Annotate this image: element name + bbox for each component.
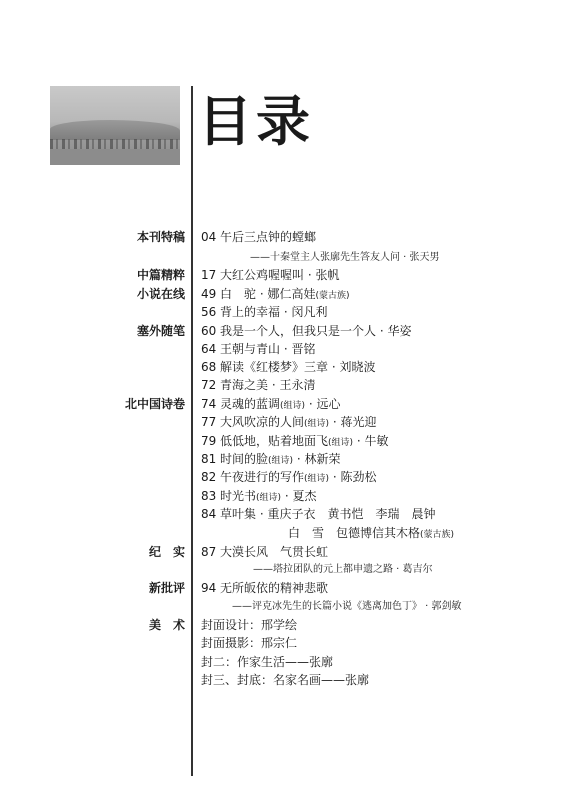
entry-title: 背上的幸福 · 闵凡利: [220, 305, 328, 319]
page-number: 77: [201, 415, 217, 429]
entry-title: 无所皈依的精神悲歌: [220, 581, 329, 595]
page-number: 49: [201, 287, 217, 301]
section-label: 小说在线: [136, 287, 185, 301]
toc-entry[interactable]: [201, 413, 377, 430]
toc-entry[interactable]: [201, 322, 411, 339]
art-credit: 封二：作家生活——张廓: [201, 655, 334, 669]
page-number: 68: [201, 360, 217, 374]
art-credit: 封三、封底：名家名画——张廓: [201, 673, 370, 687]
landscape-photo: [50, 86, 180, 165]
section-label: 中篇精粹: [136, 268, 185, 282]
toc-entry[interactable]: [201, 358, 375, 375]
page-number: 84: [201, 507, 217, 521]
entry-title: 低低地，贴着地面飞: [220, 434, 329, 448]
entry-title: 大红公鸡喔喔叫 · 张帆: [220, 268, 340, 282]
page-number: 94: [201, 581, 217, 595]
entry-title: 大漠长风 气贯长虹: [220, 545, 329, 559]
page-number: 83: [201, 489, 217, 503]
entry-subtitle: ——塔拉团队的元上都申遗之路 · 葛吉尔: [253, 564, 433, 575]
art-credit: 封面摄影：邢宗仁: [201, 636, 298, 650]
entry-subtitle: ——十秦堂主人张廓先生答友人问 · 张天男: [250, 252, 440, 263]
toc-entry[interactable]: [201, 228, 316, 245]
entry-note: (组诗): [280, 401, 306, 411]
entry-title: 白 驼 · 娜仁高娃: [220, 287, 316, 301]
entry-author: · 陈劲松: [329, 470, 377, 484]
entry-author: · 牛敏: [353, 434, 389, 448]
entry-title: 白 雪 包德博信其木格: [288, 526, 421, 540]
section-label: 美 术: [148, 618, 185, 632]
page-number: 81: [201, 452, 217, 466]
toc-entry[interactable]: [201, 285, 349, 302]
page-number: 17: [201, 268, 217, 282]
entry-note: (组诗): [268, 456, 294, 466]
page-number: 60: [201, 324, 217, 338]
toc-entry[interactable]: [201, 468, 377, 485]
page-number: 72: [201, 378, 217, 392]
toc-entry[interactable]: [201, 579, 328, 596]
toc-entry[interactable]: [201, 395, 341, 412]
entry-author: · 林新荣: [293, 452, 341, 466]
page-number: 64: [201, 342, 217, 356]
entry-title: 王朝与青山 · 晋铭: [220, 342, 316, 356]
entry-note: (组诗): [328, 438, 354, 448]
toc-entry[interactable]: [201, 543, 328, 560]
toc-entry[interactable]: [201, 376, 315, 393]
entry-author: · 夏杰: [281, 489, 317, 503]
entry-title: 青海之美 · 王永清: [220, 378, 316, 392]
page-number: 56: [201, 305, 217, 319]
entry-title: 时光书: [220, 489, 257, 503]
divider-line: [191, 86, 193, 776]
page-number: 82: [201, 470, 217, 484]
entry-note: (组诗): [256, 493, 282, 503]
entry-title: 时间的脸: [220, 452, 269, 466]
entry-title: 大风吹凉的人间: [220, 415, 305, 429]
section-label: 纪 实: [148, 545, 185, 559]
page-number: 87: [201, 545, 217, 559]
page-number: 74: [201, 397, 217, 411]
toc-entry[interactable]: [201, 303, 327, 320]
page-number: 04: [201, 230, 217, 244]
entry-note: (蒙古族): [420, 530, 455, 540]
entry-title: 午夜进行的写作: [220, 470, 305, 484]
entry-title: 解读《红楼梦》三章 · 刘晓波: [220, 360, 376, 374]
entry-note: (组诗): [304, 474, 330, 484]
entry-title: 草叶集 · 重庆子衣 黄书恺 李瑞 晨钟: [220, 507, 436, 521]
entry-author: · 远心: [305, 397, 341, 411]
photo-hill: [50, 120, 180, 140]
page-title: 目录: [198, 89, 314, 153]
entry-author: · 蒋光迎: [329, 415, 377, 429]
toc-entry[interactable]: [201, 432, 389, 449]
toc-entry-continuation: [288, 524, 454, 541]
toc-entry[interactable]: [201, 266, 339, 283]
section-label: 新批评: [148, 581, 185, 595]
photo-ground: [50, 149, 180, 165]
toc-entry[interactable]: [201, 487, 317, 504]
section-label: 北中国诗卷: [124, 397, 185, 411]
toc-entry[interactable]: [201, 505, 435, 522]
toc-entry[interactable]: [201, 450, 341, 467]
entry-note: (蒙古族): [315, 291, 350, 301]
toc-entry[interactable]: [201, 340, 315, 357]
section-label: 塞外随笔: [136, 324, 185, 338]
art-credit: 封面设计：邢学绘: [201, 618, 298, 632]
entry-title: 我是一个人，但我只是一个人 · 华姿: [220, 324, 412, 338]
entry-subtitle: ——评克冰先生的长篇小说《逃离加色丁》 · 郭剑敏: [232, 601, 462, 612]
entry-title: 灵魂的蓝调: [220, 397, 281, 411]
entry-note: (组诗): [304, 419, 330, 429]
page-number: 79: [201, 434, 217, 448]
section-label: 本刊特稿: [136, 230, 185, 244]
entry-title: 午后三点钟的螳螂: [220, 230, 317, 244]
